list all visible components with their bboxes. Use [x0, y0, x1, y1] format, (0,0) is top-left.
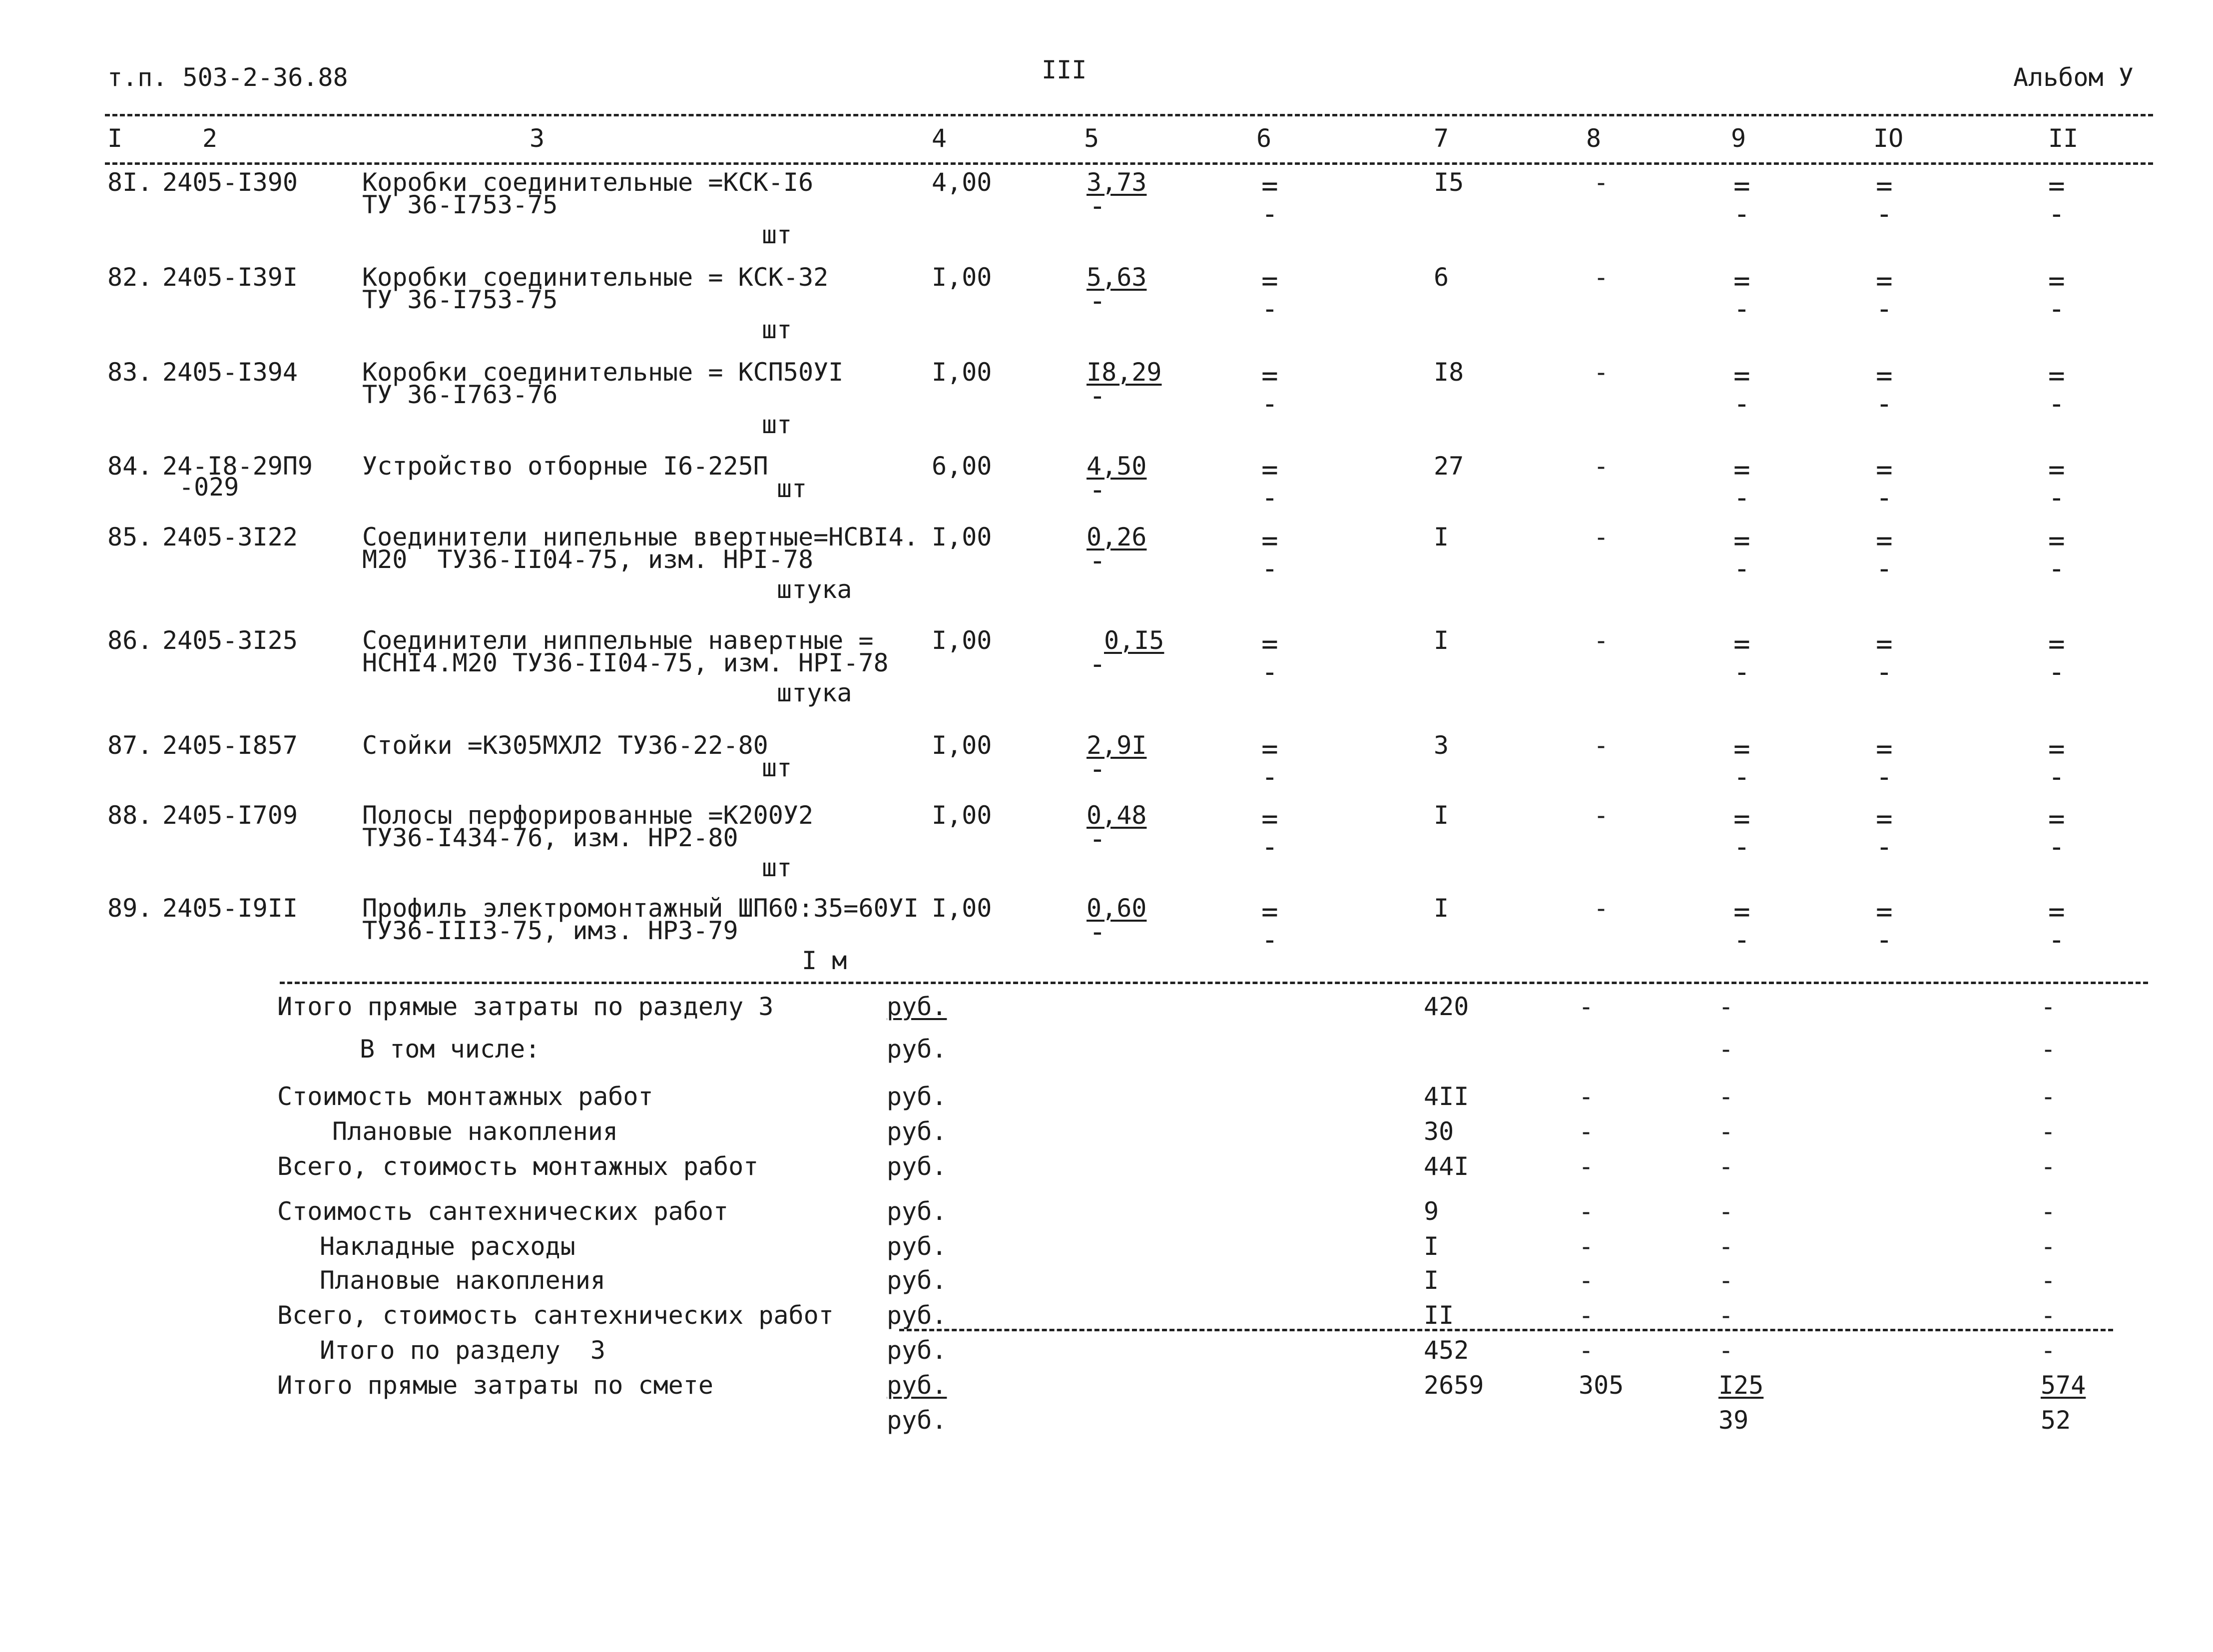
summary-column11: -	[2041, 1301, 2056, 1330]
summary-column11: 574	[2041, 1371, 2086, 1400]
column10-ditto-mark: = -	[1876, 265, 1893, 325]
summary-column9: -	[1718, 1082, 1734, 1111]
unit-price: 5,63	[1087, 263, 1147, 292]
unit-label: штука	[777, 678, 852, 707]
column-number: 7	[1434, 124, 1449, 153]
column6-ditto-mark: = -	[1261, 803, 1278, 863]
column11-ditto-mark: = -	[2048, 896, 2065, 956]
unit-label: шт	[762, 853, 792, 882]
summary-column8: -	[1579, 1152, 1594, 1181]
unit-price: 4,50	[1087, 452, 1147, 481]
summary-column7: I	[1424, 1232, 1439, 1261]
column6-ditto-mark: = -	[1261, 170, 1278, 230]
column9-ditto-mark: = -	[1733, 265, 1750, 325]
column6-ditto-mark: = -	[1261, 525, 1278, 585]
price-dash-mark: -	[1089, 285, 1106, 317]
price-dash-mark: -	[1089, 916, 1106, 948]
column8-value: -	[1594, 523, 1609, 551]
unit-price: 0,26	[1087, 523, 1147, 551]
summary-label: Стоимость сантехнических работ	[277, 1197, 729, 1226]
unit-price: I8,29	[1087, 358, 1162, 387]
summary-column8: -	[1579, 1232, 1594, 1261]
item-description: Коробки соединительные = КСП50УI	[362, 358, 844, 387]
item-description: Соединители нипельные ввертные=НСВI4.	[362, 523, 919, 551]
column11-ditto-mark: = -	[2048, 803, 2065, 863]
column10-ditto-mark: = -	[1876, 733, 1893, 793]
currency-unit: руб.	[887, 1232, 947, 1261]
quantity: I,00	[932, 626, 992, 655]
item-code: 2405-I394	[162, 358, 298, 387]
column6-ditto-mark: = -	[1261, 628, 1278, 688]
column7-value: I8	[1434, 358, 1464, 387]
summary-column9: -	[1718, 992, 1734, 1021]
column10-ditto-mark: = -	[1876, 170, 1893, 230]
album-label: Альбом У	[2013, 63, 2134, 92]
summary-column11: -	[2041, 992, 2056, 1021]
row-number: 88.	[107, 801, 153, 830]
column9-ditto-mark: = -	[1733, 896, 1750, 956]
unit-label: шт	[762, 220, 792, 249]
column6-ditto-mark: = -	[1261, 733, 1278, 793]
currency-unit: руб.	[887, 1406, 947, 1435]
summary-column9: I25	[1718, 1371, 1764, 1400]
summary-column7: 9	[1424, 1197, 1439, 1226]
column11-ditto-mark: = -	[2048, 525, 2065, 585]
unit-label: шт	[762, 410, 792, 439]
summary-column8: -	[1579, 1082, 1594, 1111]
summary-column7: 44I	[1424, 1152, 1469, 1181]
unit-label: шт	[777, 474, 807, 503]
column-number: II	[2048, 124, 2079, 153]
item-description: Полосы перфорированные =К200У2	[362, 801, 814, 830]
column7-value: 3	[1434, 731, 1449, 760]
row-number: 87.	[107, 731, 153, 760]
column6-ditto-mark: = -	[1261, 454, 1278, 514]
unit-price: 0,60	[1087, 894, 1147, 923]
currency-unit: руб.	[887, 1371, 947, 1400]
column7-value: I	[1434, 626, 1449, 655]
item-description-continued: ТУ36-I434-76, изм. НР2-80	[362, 823, 738, 852]
summary-column11: -	[2041, 1117, 2056, 1146]
column7-value: I	[1434, 523, 1449, 551]
column-number: 2	[202, 124, 218, 153]
item-description-continued: ТУ 36-I753-75	[362, 285, 558, 314]
quantity: 6,00	[932, 452, 992, 481]
price-dash-mark: -	[1089, 648, 1106, 680]
column6-ditto-mark: = -	[1261, 265, 1278, 325]
column11-ditto-mark: = -	[2048, 628, 2065, 688]
quantity: I,00	[932, 731, 992, 760]
item-description: Устройство отборные I6-225П	[362, 452, 768, 481]
column-number: 6	[1256, 124, 1272, 153]
summary-column11: -	[2041, 1035, 2056, 1064]
item-description-continued: ТУ36-III3-75, имз. НР3-79	[362, 916, 738, 945]
currency-unit: руб.	[887, 992, 947, 1021]
summary-column9: -	[1718, 1035, 1734, 1064]
currency-unit: руб.	[887, 1266, 947, 1295]
column10-ditto-mark: = -	[1876, 896, 1893, 956]
summary-column8: -	[1579, 1117, 1594, 1146]
column9-ditto-mark: = -	[1733, 803, 1750, 863]
column-number: 9	[1731, 124, 1746, 153]
column10-ditto-mark: = -	[1876, 628, 1893, 688]
summary-column7: 2659	[1424, 1371, 1484, 1400]
summary-label: Стоимость монтажных работ	[277, 1082, 653, 1111]
column-number: 8	[1586, 124, 1602, 153]
row-number: 85.	[107, 523, 153, 551]
items-summary-divider	[280, 982, 2148, 984]
item-code: 2405-I390	[162, 168, 298, 197]
item-code: 2405-3I22	[162, 523, 298, 551]
summary-column7: II	[1424, 1301, 1454, 1330]
unit-price: 2,9I	[1087, 731, 1147, 760]
quantity: I,00	[932, 523, 992, 551]
column8-value: -	[1594, 731, 1609, 760]
column7-value: I	[1434, 894, 1449, 923]
quantity: 4,00	[932, 168, 992, 197]
column7-value: 6	[1434, 263, 1449, 292]
summary-column8: -	[1579, 1336, 1594, 1365]
currency-unit: руб.	[887, 1082, 947, 1111]
summary-label: Накладные расходы	[320, 1232, 575, 1261]
column9-ditto-mark: = -	[1733, 360, 1750, 420]
item-description: Стойки =К305МХЛ2 ТУ36-22-80	[362, 731, 768, 760]
unit-price: 0,48	[1087, 801, 1147, 830]
row-number: 82.	[107, 263, 153, 292]
unit-label: шт	[762, 315, 792, 344]
currency-unit: руб.	[887, 1301, 947, 1330]
quantity: I,00	[932, 263, 992, 292]
column-number: IO	[1873, 124, 1904, 153]
item-description: Профиль электромонтажный ШП60:35=60УI	[362, 894, 919, 923]
summary-column11: -	[2041, 1082, 2056, 1111]
item-description-continued: НСНI4.М20 ТУ36-II04-75, изм. НРI-78	[362, 648, 889, 677]
item-description: Коробки соединительные = КСК-32	[362, 263, 829, 292]
price-dash-mark: -	[1089, 190, 1106, 222]
column8-value: -	[1594, 358, 1609, 387]
column7-value: I5	[1434, 168, 1464, 197]
row-number: 8I.	[107, 168, 153, 197]
item-code: 2405-I9II	[162, 894, 298, 923]
summary-label: Итого прямые затраты по смете	[277, 1371, 713, 1400]
summary-column8: -	[1579, 1266, 1594, 1295]
summary-column11: -	[2041, 1232, 2056, 1261]
column-number: 3	[530, 124, 545, 153]
summary-column9: -	[1718, 1301, 1734, 1330]
row-number: 83.	[107, 358, 153, 387]
column7-value: I	[1434, 801, 1449, 830]
quantity: I,00	[932, 358, 992, 387]
summary-total-rule	[899, 1329, 2113, 1331]
column6-ditto-mark: = -	[1261, 896, 1278, 956]
column6-ditto-mark: = -	[1261, 360, 1278, 420]
summary-column8: -	[1579, 1301, 1594, 1330]
summary-column9: 39	[1718, 1406, 1749, 1435]
column-number: 5	[1084, 124, 1100, 153]
column11-ditto-mark: = -	[2048, 170, 2065, 230]
summary-label: Всего, стоимость сантехнических работ	[277, 1301, 834, 1330]
column11-ditto-mark: = -	[2048, 733, 2065, 793]
column10-ditto-mark: = -	[1876, 454, 1893, 514]
row-number: 89.	[107, 894, 153, 923]
currency-unit: руб.	[887, 1336, 947, 1365]
summary-column9: -	[1718, 1336, 1734, 1365]
column9-ditto-mark: = -	[1733, 454, 1750, 514]
column11-ditto-mark: = -	[2048, 360, 2065, 420]
currency-unit: руб.	[887, 1117, 947, 1146]
column7-value: 27	[1434, 452, 1464, 481]
summary-column11: -	[2041, 1152, 2056, 1181]
summary-column8: -	[1579, 992, 1594, 1021]
summary-label: Плановые накопления	[332, 1117, 618, 1146]
summary-column7: I	[1424, 1266, 1439, 1295]
price-dash-mark: -	[1089, 545, 1106, 577]
column9-ditto-mark: = -	[1733, 170, 1750, 230]
column10-ditto-mark: = -	[1876, 525, 1893, 585]
column8-value: -	[1594, 626, 1609, 655]
item-code: 2405-I39I	[162, 263, 298, 292]
currency-unit: руб.	[887, 1035, 947, 1064]
column-number: 4	[932, 124, 947, 153]
item-code: 24-I8-29П9	[162, 452, 313, 481]
summary-column9: -	[1718, 1152, 1734, 1181]
column11-ditto-mark: = -	[2048, 265, 2065, 325]
summary-column9: -	[1718, 1232, 1734, 1261]
page-number: III	[1042, 55, 1087, 84]
summary-column9: -	[1718, 1117, 1734, 1146]
summary-column7: 420	[1424, 992, 1469, 1021]
column8-value: -	[1594, 894, 1609, 923]
column9-ditto-mark: = -	[1733, 733, 1750, 793]
column8-value: -	[1594, 452, 1609, 481]
currency-unit: руб.	[887, 1197, 947, 1226]
summary-column11: -	[2041, 1336, 2056, 1365]
unit-label: штука	[777, 575, 852, 604]
item-description: Соединители ниппельные навертные =	[362, 626, 874, 655]
column9-ditto-mark: = -	[1733, 628, 1750, 688]
summary-column9: -	[1718, 1266, 1734, 1295]
item-description: Коробки соединительные =КСК-I6	[362, 168, 814, 197]
summary-column8: -	[1579, 1197, 1594, 1226]
column10-ditto-mark: = -	[1876, 360, 1893, 420]
price-dash-mark: -	[1089, 380, 1106, 412]
header-rule-bottom	[105, 162, 2153, 165]
summary-column7: 452	[1424, 1336, 1469, 1365]
price-dash-mark: -	[1089, 823, 1106, 855]
currency-unit: руб.	[887, 1152, 947, 1181]
summary-label: Итого по разделу 3	[320, 1336, 605, 1365]
price-dash-mark: -	[1089, 753, 1106, 785]
column10-ditto-mark: = -	[1876, 803, 1893, 863]
summary-column8: 305	[1579, 1371, 1624, 1400]
quantity: I,00	[932, 894, 992, 923]
column8-value: -	[1594, 801, 1609, 830]
summary-column11: -	[2041, 1266, 2056, 1295]
summary-column7: 4II	[1424, 1082, 1469, 1111]
unit-price: 3,73	[1087, 168, 1147, 197]
column11-ditto-mark: = -	[2048, 454, 2065, 514]
unit-label: шт	[762, 753, 792, 782]
summary-column9: -	[1718, 1197, 1734, 1226]
item-description-continued: ТУ 36-I763-76	[362, 380, 558, 409]
row-number: 86.	[107, 626, 153, 655]
column8-value: -	[1594, 263, 1609, 292]
row-number: 84.	[107, 452, 153, 481]
summary-column7: 30	[1424, 1117, 1454, 1146]
item-code: 2405-3I25	[162, 626, 298, 655]
column8-value: -	[1594, 168, 1609, 197]
summary-column11: 52	[2041, 1406, 2071, 1435]
item-code-continued: -029	[179, 473, 239, 502]
item-code: 2405-I709	[162, 801, 298, 830]
item-description-continued: М20 ТУ36-II04-75, изм. НРI-78	[362, 545, 814, 574]
summary-label: Плановые накопления	[320, 1266, 605, 1295]
column9-ditto-mark: = -	[1733, 525, 1750, 585]
item-code: 2405-I857	[162, 731, 298, 760]
summary-label: В том числе:	[360, 1035, 541, 1064]
price-dash-mark: -	[1089, 474, 1106, 506]
document-code: т.п. 503-2-36.88	[107, 63, 348, 92]
summary-label: Всего, стоимость монтажных работ	[277, 1152, 759, 1181]
column-number: I	[107, 124, 123, 153]
item-description-continued: ТУ 36-I753-75	[362, 190, 558, 219]
summary-column11: -	[2041, 1197, 2056, 1226]
unit-label: I м	[802, 946, 847, 975]
unit-price: 0,I5	[1104, 626, 1164, 655]
quantity: I,00	[932, 801, 992, 830]
header-rule-top	[105, 114, 2153, 116]
summary-label: Итого прямые затраты по разделу 3	[277, 992, 774, 1021]
